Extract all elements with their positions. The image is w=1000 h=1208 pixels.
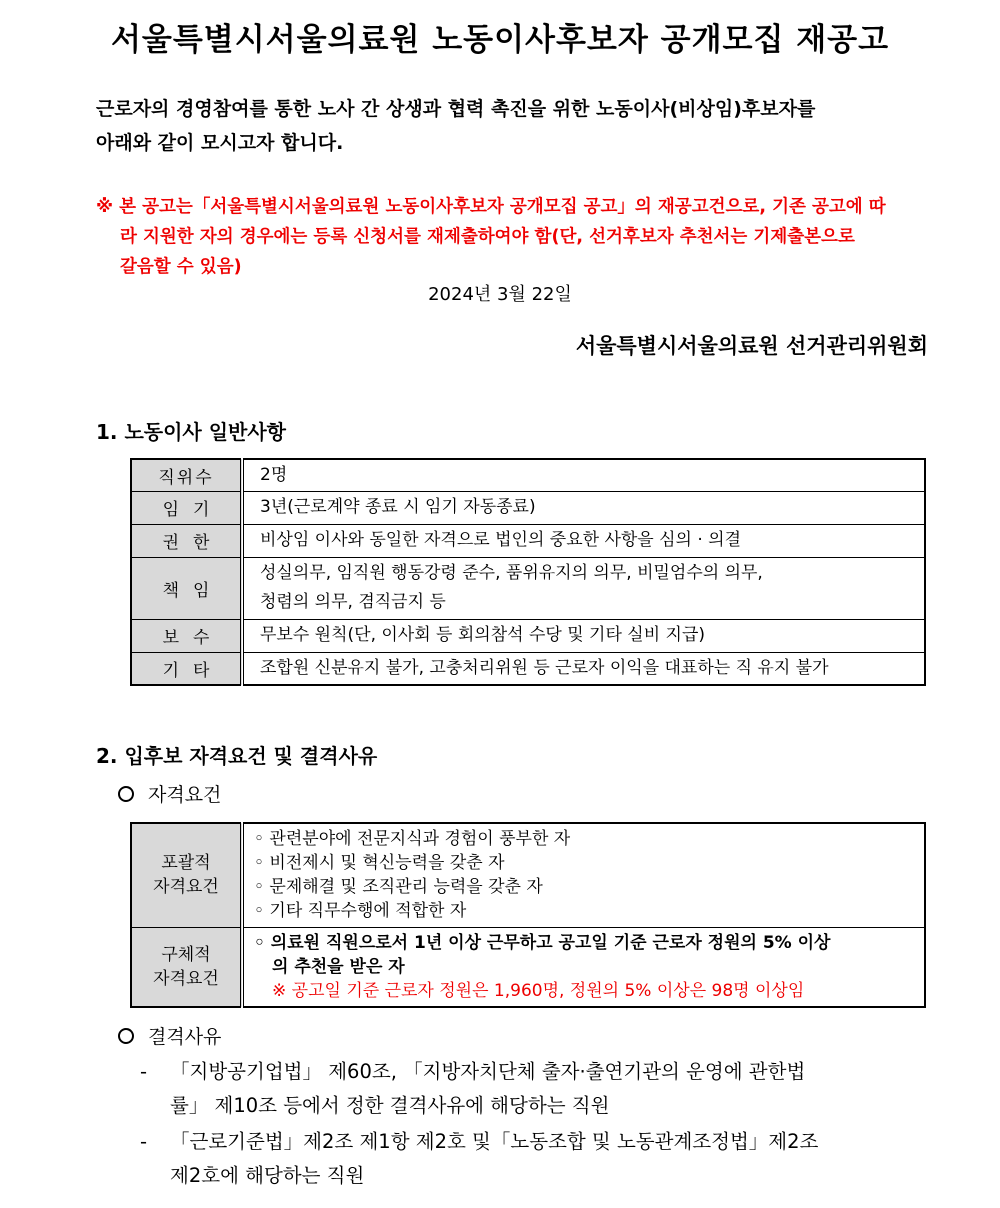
row-label: 책임 <box>131 557 242 619</box>
list-item: ◦ 의료원 직원으로서 1년 이상 근무하고 공고일 기준 근로자 정원의 5% 이상 <box>254 932 831 953</box>
row-label: 직위수 <box>131 459 242 491</box>
disq-line: 제2호에 해당하는 직원 <box>170 1164 365 1187</box>
row-value: 무보수 원칙(단, 이사회 등 회의참석 수당 및 기타 실비 지급) <box>242 619 925 652</box>
table-row <box>131 619 925 652</box>
list-item: ◦ 관련분야에 전문지식과 경험이 풍부한 자 <box>254 829 571 850</box>
section-heading-eligibility: 2. 입후보 자격요건 및 결격사유 <box>96 744 378 768</box>
row-label <box>131 927 242 1007</box>
quota-note: ※ 공고일 기준 근로자 정원은 1,960명, 정원의 5% 이상은 98명 이상임 <box>272 980 805 1001</box>
subheading-qualifications <box>118 780 221 807</box>
intro-line: 근로자의 경영참여를 통한 노사 간 상생과 협력 촉진을 위한 노동이사(비상임)후보자를 <box>96 98 816 120</box>
row-label: 기타 <box>131 652 242 685</box>
disq-line: 「근로기준법」제2조 제1항 제2호 및「노동조합 및 노동관계조정법」제2조 <box>170 1130 819 1153</box>
intro-line: 아래와 같이 모시고자 합니다. <box>96 132 344 154</box>
subheading-disqualifications <box>118 1022 221 1049</box>
table-row <box>131 524 925 557</box>
subheading-text: 자격요건 <box>148 784 222 806</box>
row-value: 2명 <box>242 459 925 491</box>
row-value <box>242 557 925 619</box>
row-label <box>131 823 242 927</box>
notice-line: 갈음할 수 있음) <box>120 257 242 277</box>
label-line: 포괄적 <box>161 853 211 874</box>
intro-text <box>96 92 926 160</box>
qualification-table <box>130 822 926 1008</box>
value-line: 성실의무, 임직원 행동강령 준수, 품위유지의 의무, 비밀엄수의 의무, <box>260 563 763 583</box>
list-item: ◦ 문제해결 및 조직관리 능력을 갖춘 자 <box>254 877 543 898</box>
announcement-date: 2024년 3월 22일 <box>428 284 572 305</box>
value-line: 청렴의 의무, 겸직금지 등 <box>260 592 446 612</box>
organization-name: 서울특별시서울의료원 선거관리위원회 <box>575 334 928 358</box>
row-label: 임기 <box>131 491 242 524</box>
circle-bullet-icon <box>118 786 134 802</box>
table-row <box>131 557 925 619</box>
list-item-continuation: 의 추천을 받은 자 <box>272 956 405 977</box>
re-notice <box>96 192 936 282</box>
row-value: 비상임 이사와 동일한 자격으로 법인의 중요한 사항을 심의 · 의결 <box>242 524 925 557</box>
notice-line: ※ 본 공고는「서울특별시서울의료원 노동이사후보자 공개모집 공고」의 재공고건으로, 기존 공고에 따 <box>96 197 886 217</box>
list-item: ◦ 비전제시 및 혁신능력을 갖춘 자 <box>254 853 505 874</box>
general-info-table <box>130 458 926 686</box>
row-label: 권한 <box>131 524 242 557</box>
list-item <box>140 1055 930 1123</box>
page-title: 서울특별시서울의료원 노동이사후보자 공개모집 재공고 <box>110 22 890 58</box>
table-row <box>131 927 925 1007</box>
subheading-text: 결격사유 <box>148 1026 222 1048</box>
disq-line: 「지방공기업법」 제60조, 「지방자치단체 출자·출연기관의 운영에 관한법 <box>170 1060 806 1083</box>
table-row <box>131 491 925 524</box>
row-value <box>242 823 925 927</box>
row-value <box>242 927 925 1007</box>
section-heading-general: 1. 노동이사 일반사항 <box>96 420 286 444</box>
row-value: 3년(근로계약 종료 시 임기 자동종료) <box>242 491 925 524</box>
label-line: 자격요건 <box>153 877 219 898</box>
label-line: 자격요건 <box>153 968 219 989</box>
dash-bullet: - <box>140 1130 148 1153</box>
list-item <box>140 1125 930 1193</box>
table-row <box>131 652 925 685</box>
list-item: ◦ 기타 직무수행에 적합한 자 <box>254 901 467 922</box>
table-row <box>131 823 925 927</box>
dash-bullet: - <box>140 1060 148 1083</box>
notice-line: 라 지원한 자의 경우에는 등록 신청서를 재제출하여야 함(단, 선거후보자 추천서는 기제출본으로 <box>120 227 855 247</box>
row-value: 조합원 신분유지 불가, 고충처리위원 등 근로자 이익을 대표하는 직 유지 불가 <box>242 652 925 685</box>
table-row <box>131 459 925 491</box>
row-label: 보수 <box>131 619 242 652</box>
disq-line: 률」 제10조 등에서 정한 결격사유에 해당하는 직원 <box>170 1094 610 1117</box>
label-line: 구체적 <box>161 944 211 965</box>
circle-bullet-icon <box>118 1028 134 1044</box>
